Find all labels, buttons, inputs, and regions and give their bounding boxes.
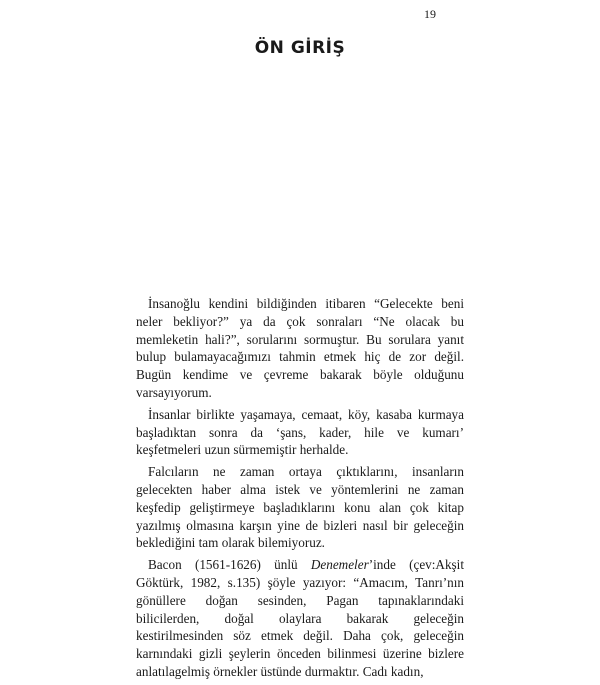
- paragraph-4: [136, 556, 464, 681]
- paragraph-2: İnsanlar birlikte yaşamaya, cemaat, köy, kasaba kurmaya başladıktan sonra da ‘şans, kader, hile ve kumarı’ keşfetmeleri uzun sürmemiştir herhalde.: [136, 406, 464, 458]
- paragraph-4-text-before: Bacon (1561-1626) ünlü: [148, 557, 311, 573]
- paragraph-1: İnsanoğlu kendini bildiğinden itibaren “Gelecekte beni neler bekliyor?” ya da çok sonraları “Ne olacak bu memleketin hali?”, sorularını sormuştur. Bu sorulara yanıt bulup bulamayacağımızı tahmin etmek hiç de zor değil. Bugün kendime ve çevreme bakarak böyle olduğunu varsayıyorum.: [136, 296, 464, 400]
- paragraph-4-text-after: ’inde (çev:Akşit Göktürk, 1982, s.135) şöyle yazıyor: “Amacım, Tanrı’nın gönüllere doğan sesinden, Pagan tapınaklarındaki bilicilerden, doğal olaylara bakarak geleceğin kestirilmesinden söz etmek değil. Daha çok, geleceğin karnındaki gizli şeylerin önceden bilinmesi üzerine bizlere anlatılagelmiş örnekler üstünde durmaktır. Cadı kadın,: [136, 557, 465, 679]
- body-text: [136, 295, 464, 685]
- page-number: 19: [424, 7, 436, 21]
- chapter-title: ÖN GİRİŞ: [254, 38, 346, 58]
- book-title-italic: Denemeler: [310, 557, 369, 573]
- paragraph-3: Falcıların ne zaman ortaya çıktıklarını, insanların gelecekten haber alma istek ve yöntemlerini ne zaman keşfedip geliştirmeye başladıklarını konu alan çok kitap yazılmış olmasına karşın yine de bizleri nasıl bir geleceğin beklediğini tam olarak bilemiyoruz.: [136, 464, 464, 551]
